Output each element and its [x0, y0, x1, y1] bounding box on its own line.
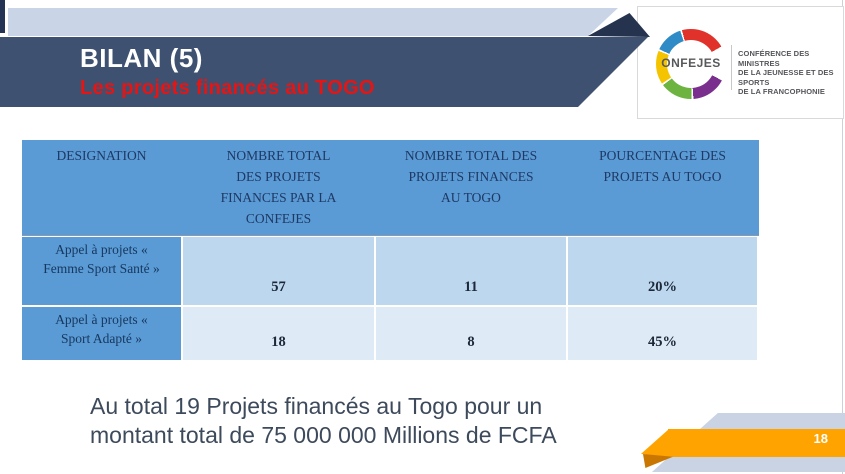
row-value-total-confejes: 57	[183, 237, 374, 305]
page-number: 18	[813, 431, 828, 446]
row-value-pourcentage: 20%	[568, 237, 757, 305]
projects-table	[22, 140, 759, 360]
column-header-total-togo: NOMBRE TOTAL DES PROJETS FINANCES AU TOGO	[404, 148, 538, 205]
logo-caption-line3: DE LA FRANCOPHONIE	[738, 87, 825, 96]
row-designation: Appel à projets « Sport Adapté »	[22, 307, 181, 360]
summary-line1: Au total 19 Projets financés au Togo pour un	[90, 393, 543, 419]
page-subtitle: Les projets financés au TOGO	[80, 77, 375, 99]
corner-accent-shape	[0, 0, 5, 33]
page-title: BILAN (5)	[80, 43, 203, 73]
column-header-total-confejes: NOMBRE TOTAL DES PROJETS FINANCES PAR LA CONFEJES	[220, 148, 337, 226]
row-designation: Appel à projets « Femme Sport Santé »	[22, 237, 181, 305]
logo-caption	[738, 49, 840, 97]
logo-caption-line1: CONFÉRENCE DES MINISTRES	[738, 49, 810, 68]
row-value-total-togo: 8	[376, 307, 566, 360]
column-header-designation: DESIGNATION	[56, 148, 147, 163]
row-value-total-togo: 11	[376, 237, 566, 305]
summary-line2: montant total de 75 000 000 Millions de FCFA	[90, 421, 557, 448]
logo-separator-line	[731, 45, 732, 90]
logo-caption-line2: DE LA JEUNESSE ET DES SPORTS	[738, 68, 834, 87]
row-value-pourcentage: 45%	[568, 307, 757, 360]
summary-text	[90, 392, 610, 449]
header-light-band	[8, 8, 618, 36]
footer-orange-ribbon-tip	[641, 429, 669, 457]
confejes-wordmark: ONFEJES	[661, 56, 721, 70]
row-value-total-confejes: 18	[183, 307, 374, 360]
column-header-pourcentage: POURCENTAGE DES PROJETS AU TOGO	[599, 148, 726, 184]
